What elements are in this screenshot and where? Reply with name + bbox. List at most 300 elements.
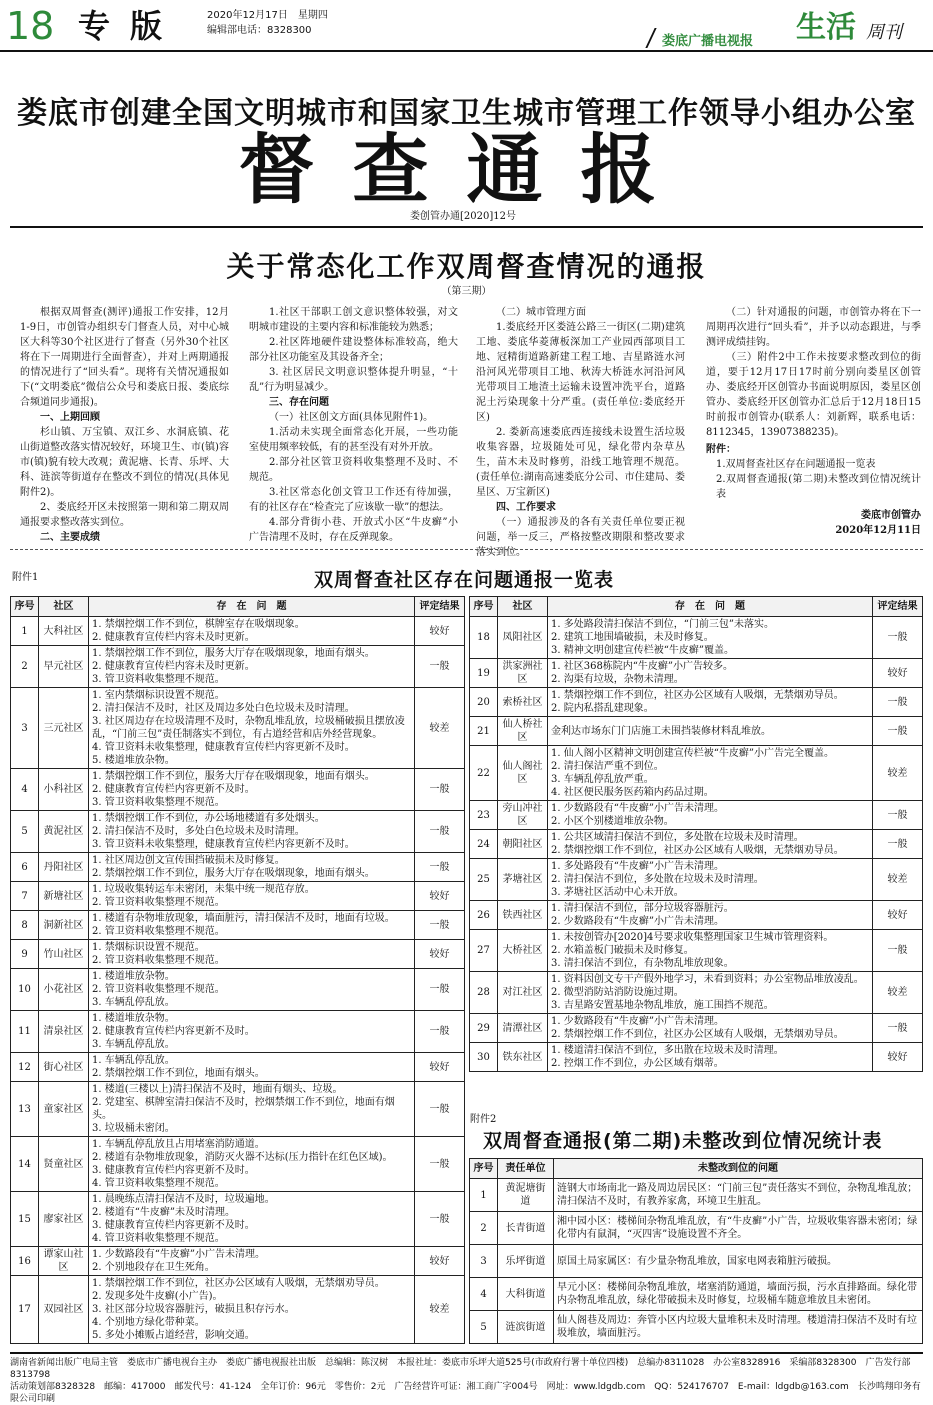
rating: 较好 — [873, 901, 923, 930]
annex1-title: 双周督查社区存在问题通报一览表 — [314, 569, 615, 591]
issue-line: 2. 健康教育宣传栏内容更新不及时。 — [92, 1026, 255, 1037]
issue-line: 3. 车辆乱停乱放严重。 — [551, 774, 654, 785]
row-number: 1 — [470, 1179, 498, 1212]
brand-small: 周刊 — [866, 22, 902, 43]
issue-line: 2. 个别地段存在卫生死角。 — [92, 1262, 215, 1273]
issue-line: 4. 社区便民服务医药箱内药品过期。 — [551, 787, 714, 798]
issue-line: 3. 茅塘社区活动中心未开放。 — [551, 887, 684, 898]
table-row — [470, 1311, 923, 1344]
page-number: 18 — [6, 4, 55, 48]
footer-line: 湖南省新闻出版广电局主管 娄底市广播电视台主办 娄底广播电视报社出版 总编辑：陈汉树 本报社址：娄底市乐坪大道525号(市政府行署十单位四楼) 总编办8311028 办公室8328916 采编部8328300 广告发行部8313798 — [10, 1358, 911, 1380]
community-name: 茅塘社区 — [498, 859, 548, 901]
community-name: 仙人桥社区 — [498, 717, 548, 746]
issue-line: 2. 小区个别楼道堆放杂物。 — [551, 816, 674, 827]
issue-line: 2. 少数路段有“牛皮癣”小广告未清理。 — [551, 916, 724, 927]
issue-line: 1. 楼道堆放杂物。 — [92, 971, 175, 982]
table-row — [470, 688, 923, 717]
rating: 一般 — [873, 617, 923, 659]
table-row — [11, 617, 465, 646]
table-row — [11, 911, 465, 940]
table-row — [11, 853, 465, 882]
masthead — [0, 0, 933, 58]
table-row — [470, 659, 923, 688]
paragraph: （三）附件2中工作未按要求整改到位的街道，要于12月17日17时前分别向娄星区创管办、娄底经开区创管办书面说明原因，娄星区创管办、娄底经开区创管办汇总后于12月18日15时前报市创管办(联系人：刘新辉，联系电话：8112345，13907388235)。 — [706, 352, 921, 438]
issue-line: 3. 清扫保洁不到位，有杂物乱堆放现象。 — [551, 958, 734, 969]
issue-line: 1. 少数路段有“牛皮癣”小广告未清理。 — [551, 803, 724, 814]
section-heading: 一、上期回顾 — [40, 412, 100, 423]
rating: 较好 — [415, 1247, 465, 1276]
issue-line: 1. 未按创管办[2020]4号要求收集整理国家卫生城市管理资料。 — [551, 932, 834, 943]
issue-line: 2. 清扫保洁不到位，多处散在垃圾未及时清理。 — [551, 874, 764, 885]
issues-cell — [548, 801, 873, 830]
issue-line: 2. 水箱盖板门破损未及时修复。 — [551, 945, 694, 956]
issue-line: 1. 仙人阁小区精神文明创建宣传栏被“牛皮癣”小广告完全覆盖。 — [551, 748, 834, 759]
unresolved-issue: 湘中园小区：楼梯间杂物乱堆乱放，有“牛皮癣”小广告，垃圾收集容器未密闭；绿化带内有鼠洞，“灭四害”设施设置不齐全。 — [554, 1212, 923, 1245]
rating: 较差 — [415, 1276, 465, 1344]
issue-line: 4. 管卫资料收集整理不规范。 — [92, 1233, 225, 1244]
issue-line: 1. 多处路段清扫保洁不到位，“门前三包”未落实。 — [551, 619, 774, 630]
table-row — [470, 972, 923, 1014]
issue-line: 2. 党建室、棋牌室清扫保洁不及时，控烟禁烟工作不到位，地面有烟头。 — [92, 1097, 395, 1121]
header-rule — [10, 226, 923, 228]
section-heading: 二、主要成绩 — [40, 532, 100, 543]
row-number: 6 — [11, 853, 39, 882]
table-row — [470, 901, 923, 930]
issues-cell — [548, 901, 873, 930]
issue-line: 2. 院内私搭乱建现象。 — [551, 703, 654, 714]
issue-line: 4. 管卫资料未收集整理，健康教育宣传栏内容更新不及时。 — [92, 742, 355, 753]
row-number: 16 — [11, 1247, 39, 1276]
rating: 一般 — [873, 688, 923, 717]
issues-cell — [89, 1082, 415, 1137]
issues-cell — [89, 882, 415, 911]
row-number: 27 — [470, 930, 498, 972]
row-number: 3 — [470, 1245, 498, 1278]
issuing-organization: 娄底市创建全国文明城市和国家卫生城市管理工作领导小组办公室 — [17, 96, 916, 131]
issue-line: 1. 车辆乱停乱放且占用堵塞消防通道。 — [92, 1139, 265, 1150]
col-header: 评定结果 — [415, 597, 465, 617]
issues-cell — [89, 1137, 415, 1192]
issue-line: 1. 楼道(三楼以上)清扫保洁不及时，地面有烟头、垃圾。 — [92, 1084, 343, 1095]
table-row — [470, 746, 923, 801]
annex2-label: 附件2 — [470, 1114, 497, 1125]
issue-line: 1. 社区368栋院内“牛皮癣”小广告较多。 — [551, 661, 734, 672]
issues-cell — [548, 688, 873, 717]
row-number: 11 — [11, 1011, 39, 1053]
article-column-3 — [476, 305, 685, 560]
issues-cell — [548, 972, 873, 1014]
issues-cell — [548, 1014, 873, 1043]
row-number: 7 — [11, 882, 39, 911]
issue-line: 4. 管卫资料收集整理不规范。 — [92, 1178, 225, 1189]
row-number: 23 — [470, 801, 498, 830]
issues-cell — [89, 853, 415, 882]
rating: 较好 — [873, 659, 923, 688]
signature-date: 2020年12月11日 — [835, 525, 921, 536]
attachment-item: 1.双周督查社区存在问题通报一览表 — [716, 459, 876, 470]
rating: 较好 — [415, 882, 465, 911]
paragraph: （二）城市管理方面 — [496, 307, 586, 318]
community-name: 清潭社区 — [498, 1014, 548, 1043]
issue-line: 2. 清扫保洁不及时，多处白色垃圾未及时清理。 — [92, 826, 305, 837]
unresolved-issue: 涟钢大市场南北一路及周边居民区：“门前三包”责任落实不到位，杂物乱堆乱放；清扫保洁不及时，有教养家禽，环境卫生脏乱。 — [554, 1179, 923, 1212]
community-name: 丹阳社区 — [39, 853, 89, 882]
issues-cell — [89, 769, 415, 811]
issue-line: 2. 禁烟控烟工作不到位，服务大厅存在吸烟现象，地面有烟头。 — [92, 868, 375, 879]
row-number: 4 — [470, 1278, 498, 1311]
rating: 较差 — [415, 688, 465, 769]
table-row — [470, 801, 923, 830]
rating: 一般 — [415, 1082, 465, 1137]
annex2-title: 双周督查通报(第二期)未整改到位情况统计表 — [483, 1130, 883, 1152]
community-name: 早元社区 — [39, 646, 89, 688]
issues-cell — [548, 859, 873, 901]
issues-cell — [89, 617, 415, 646]
issue-line: 2. 控烟工作不到位，办公区域有烟蒂。 — [551, 1058, 724, 1069]
paragraph: （一）通报涉及的各有关责任单位要正视问题，举一反三，严格按整改期限和整改要求落实到位。 — [476, 517, 685, 558]
issue-line: 1. 禁烟控烟工作不到位，棋牌室存在吸烟现象。 — [92, 619, 305, 630]
issues-cell — [89, 646, 415, 688]
col-header: 存 在 问 题 — [89, 597, 415, 617]
community-name: 贤童社区 — [39, 1137, 89, 1192]
table-row — [11, 1053, 465, 1082]
row-number: 15 — [11, 1192, 39, 1247]
issue-line: 1. 多处路段有“牛皮癣”小广告未清理。 — [551, 861, 724, 872]
table-row — [11, 769, 465, 811]
issue-line: 2. 健康教育宣传栏内容未及时更新。 — [92, 632, 255, 643]
issues-cell — [548, 659, 873, 688]
rating: 较差 — [873, 972, 923, 1014]
issue-line: 金利达市场东门门店施工未围挡装修材料乱堆放。 — [551, 725, 771, 737]
table-row — [470, 1179, 923, 1212]
attachments-label: 附件： — [706, 444, 736, 455]
table-row — [470, 1043, 923, 1072]
table-row — [470, 830, 923, 859]
article-column-2 — [249, 305, 458, 545]
row-number: 25 — [470, 859, 498, 901]
masthead-rule — [0, 50, 933, 52]
issues-cell — [89, 1247, 415, 1276]
community-name: 洞新社区 — [39, 911, 89, 940]
table-row — [470, 1212, 923, 1245]
issues-cell — [89, 811, 415, 853]
issues-cell — [89, 940, 415, 969]
row-number: 30 — [470, 1043, 498, 1072]
issue-line: 2. 健康教育宣传栏内容未及时更新。 — [92, 661, 255, 672]
community-name: 索桥社区 — [498, 688, 548, 717]
issue-line: 1. 少数路段有“牛皮癣”小广告未清理。 — [551, 1016, 724, 1027]
table-row — [470, 930, 923, 972]
community-name: 童家社区 — [39, 1082, 89, 1137]
paragraph: 2.社区阵地硬件建设整体标准较高，绝大部分社区功能室及其设备齐全； — [249, 337, 458, 363]
big-title: 督查通报 — [238, 125, 695, 214]
issue-line: 2. 禁烟控烟工作不到位，社区办公区域有人吸烟，无禁烟劝导员。 — [551, 1029, 844, 1040]
rating: 一般 — [873, 717, 923, 746]
issue-line: 2. 沟渠有垃圾，杂物未清理。 — [551, 674, 684, 685]
community-name: 洪家洲社区 — [498, 659, 548, 688]
annex1-table-right — [469, 596, 923, 1072]
unresolved-issue: 原国土局家属区：有少量杂物乱堆放，国家电网表箱脏污破损。 — [554, 1245, 923, 1278]
community-name: 凤阳社区 — [498, 617, 548, 659]
row-number: 5 — [11, 811, 39, 853]
issues-cell — [548, 717, 873, 746]
issue-line: 3. 车辆乱停乱放。 — [92, 997, 175, 1008]
rating: 一般 — [415, 646, 465, 688]
annex1-label: 附件1 — [12, 572, 39, 583]
community-name: 铁东社区 — [498, 1043, 548, 1072]
issue-line: 2. 楼道有杂物堆放现象，消防灭火器不达标(压力指针在红色区域)。 — [92, 1152, 393, 1163]
paragraph: 2. 娄新高速娄底西连接线未设置生活垃圾收集容器，垃圾随处可见，绿化带内杂草丛生，苗木未及时修剪，沿线工地管理不规范。(责任单位:湖南高速娄底分公司、市住建局、娄星区、万宝新区) — [476, 427, 685, 498]
row-number: 12 — [11, 1053, 39, 1082]
issue-line: 2. 管卫资料收集整理不规范。 — [92, 897, 225, 908]
community-name: 竹山社区 — [39, 940, 89, 969]
community-name: 旁山冲社区 — [498, 801, 548, 830]
community-name: 三元社区 — [39, 688, 89, 769]
section-heading: 三、存在问题 — [269, 397, 329, 408]
rating: 一般 — [415, 811, 465, 853]
footer — [10, 1352, 923, 1405]
community-name: 大桥社区 — [498, 930, 548, 972]
issue-line: 1. 楼道有杂物堆放现象，墙面脏污，清扫保洁不及时，地面有垃圾。 — [92, 913, 395, 924]
issue-line: 1. 楼道堆放杂物。 — [92, 1013, 175, 1024]
row-number: 29 — [470, 1014, 498, 1043]
issue-line: 1. 禁烟控烟工作不到位，社区办公区域有人吸烟，无禁烟劝导员。 — [92, 1278, 385, 1289]
table-row — [470, 1245, 923, 1278]
community-name: 廖家社区 — [39, 1192, 89, 1247]
row-number: 22 — [470, 746, 498, 801]
rating: 一般 — [873, 830, 923, 859]
row-number: 28 — [470, 972, 498, 1014]
section-heading: 四、工作要求 — [496, 502, 556, 513]
community-name: 双园社区 — [39, 1276, 89, 1344]
community-name: 铁西社区 — [498, 901, 548, 930]
issue-line: 1. 室内禁烟标识设置不规范。 — [92, 690, 225, 701]
issue-line: 2. 禁烟控烟工作不到位，地面有烟头。 — [92, 1068, 265, 1079]
issue-line: 3. 健康教育宣传栏内容更新不及时。 — [92, 1220, 255, 1231]
table-row — [470, 617, 923, 659]
responsible-unit: 黄泥塘街道 — [498, 1179, 554, 1212]
table-row — [11, 811, 465, 853]
community-name: 清泉社区 — [39, 1011, 89, 1053]
issues-cell — [548, 830, 873, 859]
issues-cell — [548, 746, 873, 801]
rating: 一般 — [415, 911, 465, 940]
responsible-unit: 大科街道 — [498, 1278, 554, 1311]
row-number: 10 — [11, 969, 39, 1011]
issues-cell — [89, 911, 415, 940]
article-subtitle: （第三期） — [441, 286, 492, 297]
issue-line: 3. 管卫资料收集整理不规范。 — [92, 797, 225, 808]
row-number: 17 — [11, 1276, 39, 1344]
responsible-unit: 长青街道 — [498, 1212, 554, 1245]
table-row — [11, 940, 465, 969]
row-number: 26 — [470, 901, 498, 930]
section-divider — [10, 549, 923, 550]
issue-line: 1. 少数路段有“牛皮癣”小广告未清理。 — [92, 1249, 265, 1260]
rating: 一般 — [415, 1192, 465, 1247]
article-title: 关于常态化工作双周督查情况的通报 — [226, 250, 707, 283]
annex2-table — [469, 1158, 923, 1344]
issue-line: 3. 精神文明创建宣传栏被“牛皮癣”覆盖。 — [551, 645, 734, 656]
issue-line: 1. 公共区域清扫保洁不到位，多处散在垃圾未及时清理。 — [551, 832, 804, 843]
rating: 较差 — [873, 859, 923, 901]
col-header: 社区 — [39, 597, 89, 617]
paragraph: 1.活动未实现全面常态化开展，一些功能室使用频率较低，有的甚至没有对外开放。 — [249, 427, 458, 453]
issue-date: 2020年12月17日 星期四 — [207, 10, 328, 21]
rating: 一般 — [415, 769, 465, 811]
rating: 一般 — [873, 930, 923, 972]
paragraph: 3.社区常态化创文管卫工作还有待加强，有的社区存在“检查完了应该歇一歇”的想法。 — [249, 487, 458, 513]
editor-phone: 编辑部电话：8328300 — [207, 25, 312, 36]
signature-org: 娄底市创管办 — [861, 510, 921, 521]
paragraph: 3. 社区居民文明意识整体提升明显，“十乱”行为明显减少。 — [249, 367, 458, 393]
annex1-table-left — [10, 596, 465, 1344]
issue-line: 1. 禁烟标识设置不规范。 — [92, 942, 205, 953]
table-row — [11, 646, 465, 688]
community-name: 黄泥社区 — [39, 811, 89, 853]
col-header: 评定结果 — [873, 597, 923, 617]
document-number: 娄创管办通[2020]12号 — [410, 211, 516, 222]
paragraph: 4.部分背街小巷、开放式小区“牛皮癣”小广告清理不及时，存在反弹现象。 — [249, 517, 458, 543]
responsible-unit: 乐坪街道 — [498, 1245, 554, 1278]
issue-line: 3. 垃圾桶未密闭。 — [92, 1123, 175, 1134]
issue-line: 3. 管卫资料未收集整理，健康教育宣传栏内容更新不及时。 — [92, 839, 355, 850]
row-number: 5 — [470, 1311, 498, 1344]
issue-line: 4. 个别地方绿化带种菜。 — [92, 1317, 205, 1328]
issues-cell — [89, 1192, 415, 1247]
paragraph: 2.部分社区管卫资料收集整理不及时、不规范。 — [249, 457, 458, 483]
rating: 较好 — [415, 617, 465, 646]
section-name: 专版 — [78, 7, 183, 45]
table-row — [11, 969, 465, 1011]
issue-line: 2. 清扫保洁严重不到位。 — [551, 761, 664, 772]
table-row — [11, 1276, 465, 1344]
issue-line: 1. 社区周边创文宣传围挡破损未及时修复。 — [92, 855, 285, 866]
issue-line: 1. 禁烟控烟工作不到位，办公场地楼道有多处烟头。 — [92, 813, 325, 824]
community-name: 大科社区 — [39, 617, 89, 646]
community-name: 小花社区 — [39, 969, 89, 1011]
community-name: 小科社区 — [39, 769, 89, 811]
table-row — [11, 1192, 465, 1247]
issue-line: 1. 楼道清扫保洁不到位，多出散在垃圾未及时清理。 — [551, 1045, 784, 1056]
col-header: 序号 — [470, 1159, 498, 1179]
article-column-1 — [20, 305, 229, 545]
row-number: 19 — [470, 659, 498, 688]
rating: 一般 — [415, 969, 465, 1011]
article-column-4 — [706, 305, 921, 538]
table-row — [470, 1014, 923, 1043]
issue-line: 2. 清扫保洁不及时，社区及周边多处白色垃圾未及时清理。 — [92, 703, 355, 714]
paragraph: 2、娄底经开区未按照第一期和第二期双周通报要求整改落实到位。 — [20, 502, 229, 528]
issue-line: 1. 车辆乱停乱放。 — [92, 1055, 175, 1066]
issue-line: 3. 健康教育宣传栏内容更新不及时。 — [92, 1165, 255, 1176]
rating: 一般 — [415, 1011, 465, 1053]
community-name: 街心社区 — [39, 1053, 89, 1082]
issues-cell — [89, 969, 415, 1011]
issues-cell — [548, 617, 873, 659]
table-row — [470, 1278, 923, 1311]
issues-cell — [548, 1043, 873, 1072]
col-header: 序号 — [11, 597, 39, 617]
community-name: 新塘社区 — [39, 882, 89, 911]
issue-line: 3. 管卫资料收集整理不规范。 — [92, 674, 225, 685]
paragraph: （二）针对通报的问题，市创管办将在下一周期再次进行“回头看”，并予以动态跟进，与季测评成绩挂钩。 — [706, 307, 921, 348]
community-name: 朝阳社区 — [498, 830, 548, 859]
issue-line: 1. 资料因创文专干产假外地学习，未看到资料；办公室物品堆放凌乱。 — [551, 974, 864, 985]
issue-line: 1. 禁烟控烟工作不到位，服务大厅存在吸烟现象，地面有烟头。 — [92, 771, 375, 782]
attachment-item: 2.双周督查通报(第二期)未整改到位情况统计表 — [716, 474, 921, 500]
issues-cell — [89, 1011, 415, 1053]
row-number: 18 — [470, 617, 498, 659]
issue-line: 3. 社区部分垃圾容器脏污，破损且积存污水。 — [92, 1304, 295, 1315]
rating: 一般 — [415, 853, 465, 882]
row-number: 4 — [11, 769, 39, 811]
unresolved-issue: 仙人阁巷及周边：奔管小区内垃圾大量堆积未及时清理。楼道清扫保洁不及时有垃圾堆放，墙面脏污。 — [554, 1311, 923, 1344]
row-number: 2 — [470, 1212, 498, 1245]
table-row — [11, 1011, 465, 1053]
issues-cell — [89, 1276, 415, 1344]
issue-line: 3. 吉星路安置基地杂物乱堆放，施工围挡不规范。 — [551, 1000, 774, 1011]
footer-line: 活动策划部8328328 邮编：417000 邮发代号：41-124 全年订价：96元 零售价：2元 广告经营许可证：湘工商广字004号 网址：www.ldgdb.com QQ：524176707 E-mail：ldgdb@163.com 长沙鸣翔印务有限公司印刷 — [10, 1382, 921, 1404]
issue-line: 1. 晨晚练点清扫保洁不及时，垃圾遍地。 — [92, 1194, 275, 1205]
row-number: 13 — [11, 1082, 39, 1137]
issue-line: 2. 管卫资料收集整理不规范。 — [92, 984, 225, 995]
issue-line: 2. 管卫资料收集整理不规范。 — [92, 955, 225, 966]
community-name: 谭家山社区 — [39, 1247, 89, 1276]
row-number: 3 — [11, 688, 39, 769]
issue-line: 1. 垃圾收集转运车未密闭，未集中统一规范存放。 — [92, 884, 315, 895]
issue-line: 5. 多处小摊贩占道经营，影响交通。 — [92, 1330, 255, 1341]
issue-line: 1. 禁烟控烟工作不到位，服务大厅存在吸烟现象，地面有烟头。 — [92, 648, 375, 659]
col-header: 社区 — [498, 597, 548, 617]
row-number: 1 — [11, 617, 39, 646]
community-name: 对江社区 — [498, 972, 548, 1014]
issue-line: 2. 发现多处牛皮癣(小广告)。 — [92, 1291, 223, 1302]
issue-line: 5. 楼道堆放杂物。 — [92, 755, 175, 766]
paragraph: 1.娄底经开区娄涟公路三一街区(二期)建筑工地、娄底华菱薄板深加工产业园西部项目工地、冠精街道路新建工程工地、吉星路涟水河沿河风光带项目工地、秋涛大桥涟水河沿河风光带项目工地渣土运输未设置冲洗平台，道路泥土污染现象十分严重。(责任单位:娄底经开区) — [476, 322, 685, 423]
col-header: 未整改到位的问题 — [554, 1159, 923, 1179]
col-header: 存 在 问 题 — [548, 597, 873, 617]
row-number: 24 — [470, 830, 498, 859]
issue-line: 2. 健康教育宣传栏内容更新不及时。 — [92, 784, 255, 795]
issue-line: 1. 禁烟控烟工作不到位，社区办公区域有人吸烟，无禁烟劝导员。 — [551, 690, 844, 701]
paragraph: 根据双周督查(测评)通报工作安排，12月1-9日，市创管办组织专门督查人员，对中心城区大科等30个社区进行了督查（另外30个社区将在下一周期进行全面督查），并对上两期通报的情况进行了“回头看”。现将有关情况通报如下(“文明娄底”微信公众号和娄底日报、娄底综合频道同步通报)。 — [20, 307, 229, 408]
row-number: 14 — [11, 1137, 39, 1192]
issues-cell — [89, 688, 415, 769]
community-name: 仙人阁社区 — [498, 746, 548, 801]
brand-name: 娄底广播电视报 — [662, 34, 754, 49]
paragraph: 杉山镇、万宝镇、双江乡、水洞底镇、花山街道整改落实情况较好，环境卫生、市(镇)容市(镇)貌有较大改观；黄泥塘、长青、乐坪、大科、涟滨等街道存在整改不到位的情况(具体见附件2)。 — [20, 427, 229, 498]
rating: 一般 — [415, 1137, 465, 1192]
issue-line: 1. 清扫保洁不到位，部分垃圾容器脏污。 — [551, 903, 734, 914]
brand-slash — [645, 28, 656, 48]
issue-line: 2. 管卫资料收集整理不规范。 — [92, 926, 225, 937]
paragraph: 1.社区干部职工创文意识整体较强，对文明城市建设的主要内容和标准能较为熟悉； — [249, 307, 458, 333]
rating: 较差 — [873, 746, 923, 801]
issues-cell — [89, 1053, 415, 1082]
table-row — [11, 1137, 465, 1192]
issue-line: 2. 微型消防站消防设施过期。 — [551, 987, 684, 998]
issues-cell — [548, 930, 873, 972]
responsible-unit: 涟滨街道 — [498, 1311, 554, 1344]
row-number: 21 — [470, 717, 498, 746]
paragraph: （一）社区创文方面(具体见附件1)。 — [269, 412, 434, 423]
issue-line: 3. 车辆乱停乱放。 — [92, 1039, 175, 1050]
issue-line: 3. 社区周边存在垃圾清理不及时，杂物乱堆乱放，垃圾桶破损且摆放凌乱，“门前三包”责任制落实不到位，有占道经营和店外经营现象。 — [92, 716, 405, 740]
col-header: 序号 — [470, 597, 498, 617]
row-number: 2 — [11, 646, 39, 688]
rating: 一般 — [873, 1014, 923, 1043]
